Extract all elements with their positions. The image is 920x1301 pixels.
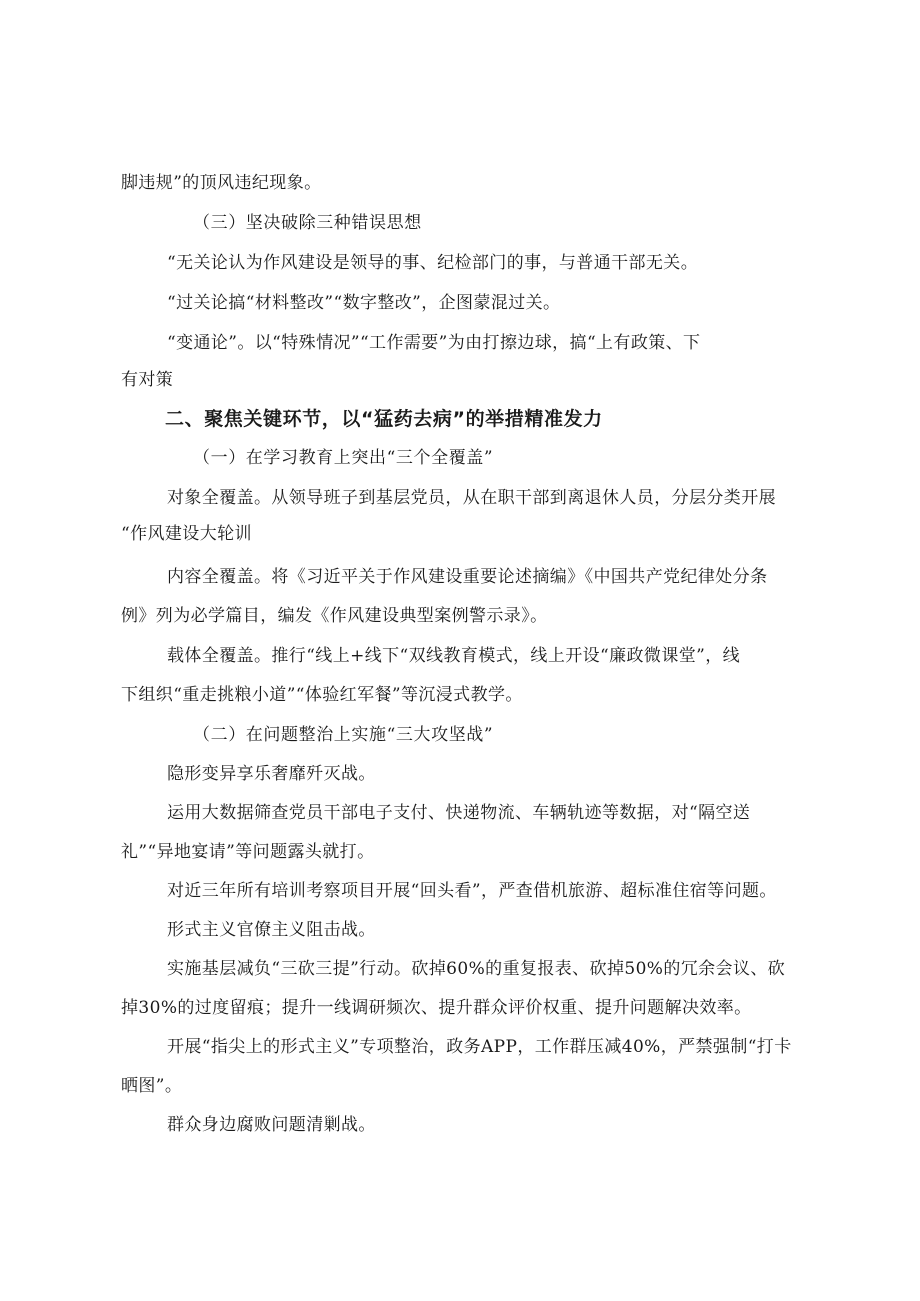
subsection-heading: （二）在问题整治上实施“三大攻坚战” bbox=[193, 725, 494, 745]
paragraph-line: “作风建设大轮训 bbox=[121, 524, 252, 544]
paragraph-line: 隐形变异享乐奢靡歼灭战。 bbox=[167, 764, 376, 784]
paragraph-line: 对象全覆盖。从领导班子到基层党员，从在职干部到离退休人员，分层分类开展 bbox=[167, 488, 776, 508]
paragraph-line: 掉30%的过度留痕；提升一线调研频次、提升群众评价权重、提升问题解决效率。 bbox=[121, 998, 752, 1018]
paragraph-line: 有对策 bbox=[121, 370, 174, 390]
paragraph-line: 载体全覆盖。推行“线上+线下“双线教育模式，线上开设“廉政微课堂”，线 bbox=[167, 646, 741, 666]
paragraph-line: 开展“指尖上的形式主义”专项整治，政务APP，工作群压减40%，严禁强制“打卡 bbox=[167, 1037, 792, 1057]
paragraph-line: 内容全覆盖。将《习近平关于作风建设重要论述摘编》《中国共产党纪律处分条 bbox=[167, 567, 768, 587]
paragraph-line: “过关论搞“材料整改”“数字整改”，企图蒙混过关。 bbox=[167, 293, 561, 313]
paragraph-line: 下组织“重走挑粮小道”“体验红军餐”等沉浸式教学。 bbox=[121, 685, 523, 705]
paragraph-line: 群众身边腐败问题清剿战。 bbox=[167, 1115, 376, 1135]
subsection-heading: （三）坚决破除三种错误思想 bbox=[193, 213, 422, 233]
paragraph-line: 晒图”。 bbox=[121, 1076, 183, 1096]
subsection-heading: （一）在学习教育上突出“三个全覆盖” bbox=[193, 448, 494, 468]
section-heading: 二、聚焦关键环节，以“猛药去病”的举措精准发力 bbox=[165, 408, 603, 430]
paragraph-line: 脚违规”的顶风违纪现象。 bbox=[121, 173, 322, 193]
paragraph-line: 例》列为必学篇目，编发《作风建设典型案例警示录》。 bbox=[121, 606, 548, 626]
paragraph-line: 实施基层减负“三砍三提”行动。砍掉60%的重复报表、砍掉50%的冗余会议、砍 bbox=[167, 959, 786, 979]
paragraph-line: 形式主义官僚主义阻击战。 bbox=[167, 920, 376, 940]
paragraph-line: 对近三年所有培训考察项目开展“回头看”，严查借机旅游、超标准住宿等问题。 bbox=[167, 881, 777, 901]
paragraph-line: “变通论”。以“特殊情况”“工作需要”为由打擦边球，搞“上有政策、下 bbox=[167, 333, 701, 353]
paragraph-line: 礼”“异地宴请”等问题露头就打。 bbox=[121, 842, 375, 862]
paragraph-line: “无关论认为作风建设是领导的事、纪检部门的事，与普通干部无关。 bbox=[167, 253, 699, 273]
paragraph-line: 运用大数据筛查党员干部电子支付、快递物流、车辆轨迹等数据，对“隔空送 bbox=[167, 803, 751, 823]
